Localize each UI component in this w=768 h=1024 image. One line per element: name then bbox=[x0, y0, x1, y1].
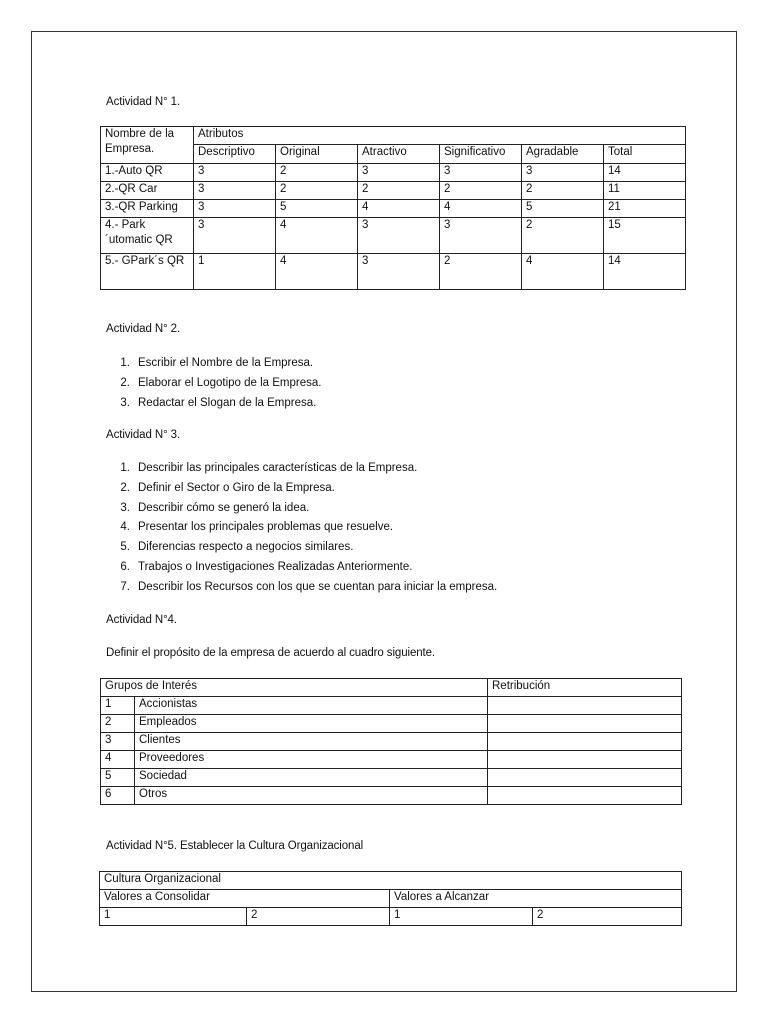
row-number: 4 bbox=[101, 751, 135, 769]
retribution-cell bbox=[488, 733, 682, 751]
group-cell: Proveedores bbox=[135, 751, 488, 769]
score-cell: 4 bbox=[276, 254, 358, 290]
attributes-column-labels bbox=[194, 145, 685, 163]
score-cell: 3 bbox=[194, 164, 276, 182]
company-name-header: Nombre de la Empresa. bbox=[101, 127, 194, 164]
act2-heading: Actividad N° 2. bbox=[106, 323, 181, 335]
list-text: Escribir el Nombre de la Empresa. bbox=[138, 357, 314, 369]
table-row bbox=[101, 164, 686, 182]
culture-table bbox=[99, 871, 682, 926]
score-cell: 2 bbox=[440, 254, 522, 290]
score-cell: 3 bbox=[358, 218, 440, 254]
value-cell: 1 bbox=[100, 908, 247, 926]
stakeholders-table bbox=[100, 678, 682, 805]
score-cell: 2 bbox=[440, 182, 522, 200]
score-cell: 3 bbox=[194, 218, 276, 254]
table-row bbox=[101, 787, 682, 805]
company-name-cell: 2.-QR Car bbox=[101, 182, 194, 200]
act1-heading: Actividad N° 1. bbox=[106, 96, 181, 108]
retribution-cell bbox=[488, 751, 682, 769]
score-cell: 3 bbox=[194, 182, 276, 200]
table-row bbox=[101, 254, 686, 290]
list-item bbox=[108, 376, 321, 396]
value-cell: 1 bbox=[390, 908, 533, 926]
list-item bbox=[108, 520, 497, 540]
list-number: 5. bbox=[120, 541, 130, 554]
score-cell: 2 bbox=[522, 182, 604, 200]
act4-intro: Definir el propósito de la empresa de acuerdo al cuadro siguiente. bbox=[106, 647, 436, 659]
list-text: Elaborar el Logotipo de la Empresa. bbox=[138, 376, 322, 389]
score-cell: 1 bbox=[194, 254, 276, 290]
score-cell: 2 bbox=[276, 164, 358, 182]
row-number: 5 bbox=[101, 769, 135, 787]
list-item bbox=[108, 501, 497, 521]
list-number: 3. bbox=[120, 396, 130, 409]
row-number: 6 bbox=[101, 787, 135, 805]
col-header: Atractivo bbox=[358, 145, 440, 163]
score-cell: 4 bbox=[440, 200, 522, 218]
score-cell: 3 bbox=[358, 164, 440, 182]
retribution-cell bbox=[488, 715, 682, 733]
list-number: 6. bbox=[120, 560, 130, 573]
list-number: 3. bbox=[120, 501, 130, 514]
value-cell: 2 bbox=[247, 908, 390, 926]
col-header: Descriptivo bbox=[194, 145, 276, 163]
table-row bbox=[101, 218, 686, 254]
col-header: Original bbox=[276, 145, 358, 163]
score-cell: 4 bbox=[276, 218, 358, 254]
act2-list bbox=[108, 356, 321, 415]
attributes-group-label: Atributos bbox=[194, 127, 685, 145]
list-item bbox=[108, 481, 497, 501]
group-cell: Clientes bbox=[135, 733, 488, 751]
total-cell: 14 bbox=[604, 254, 686, 290]
achieve-header: Valores a Alcanzar bbox=[390, 890, 682, 908]
value-cell: 2 bbox=[533, 908, 682, 926]
table-row bbox=[101, 733, 682, 751]
total-cell: 15 bbox=[604, 218, 686, 254]
list-item bbox=[108, 580, 497, 600]
group-cell: Empleados bbox=[135, 715, 488, 733]
score-cell: 4 bbox=[522, 254, 604, 290]
list-number: 1. bbox=[120, 357, 130, 369]
group-cell: Sociedad bbox=[135, 769, 488, 787]
list-text: Describir las principales características de la Empresa. bbox=[138, 462, 418, 474]
company-name-cell: 1.-Auto QR bbox=[101, 164, 194, 182]
table-row bbox=[101, 182, 686, 200]
act3-list bbox=[108, 461, 497, 600]
list-item bbox=[108, 540, 497, 560]
group-cell: Accionistas bbox=[135, 697, 488, 715]
score-cell: 5 bbox=[276, 200, 358, 218]
table-row bbox=[101, 200, 686, 218]
company-name-cell: 3.-QR Parking bbox=[101, 200, 194, 218]
table-row bbox=[101, 697, 682, 715]
list-text: Redactar el Slogan de la Empresa. bbox=[138, 396, 317, 409]
total-cell: 21 bbox=[604, 200, 686, 218]
score-cell: 3 bbox=[522, 164, 604, 182]
company-name-cell: 5.- GPark´s QR bbox=[101, 254, 194, 290]
table-row bbox=[101, 769, 682, 787]
list-text: Presentar los principales problemas que resuelve. bbox=[138, 521, 394, 534]
list-number: 2. bbox=[120, 376, 130, 389]
group-cell: Otros bbox=[135, 787, 488, 805]
act3-heading: Actividad N° 3. bbox=[106, 429, 181, 441]
retribution-cell bbox=[488, 769, 682, 787]
col-header: Total bbox=[608, 146, 633, 158]
attributes-header-cell bbox=[194, 127, 686, 164]
col-header: Agradable bbox=[522, 145, 604, 163]
col-header: Significativo bbox=[440, 145, 522, 163]
row-number: 3 bbox=[101, 733, 135, 751]
groups-header: Grupos de Interés bbox=[101, 679, 488, 697]
act4-heading: Actividad N°4. bbox=[106, 614, 177, 626]
row-number: 2 bbox=[101, 715, 135, 733]
score-cell: 2 bbox=[358, 182, 440, 200]
list-number: 1. bbox=[120, 462, 130, 474]
list-item bbox=[108, 396, 321, 416]
score-cell: 5 bbox=[522, 200, 604, 218]
score-cell: 3 bbox=[358, 254, 440, 290]
act5-heading: Actividad N°5. Establecer la Cultura Organizacional bbox=[106, 840, 364, 852]
list-item bbox=[108, 356, 321, 376]
score-cell: 3 bbox=[440, 218, 522, 254]
row-number: 1 bbox=[101, 697, 135, 715]
retribution-cell bbox=[488, 787, 682, 805]
score-cell: 3 bbox=[194, 200, 276, 218]
retribution-header: Retribución bbox=[488, 679, 682, 697]
list-text: Definir el Sector o Giro de la Empresa. bbox=[138, 481, 335, 494]
list-text: Describir los Recursos con los que se cuentan para iniciar la empresa. bbox=[138, 580, 498, 593]
culture-title: Cultura Organizacional bbox=[100, 872, 682, 890]
score-cell: 2 bbox=[522, 218, 604, 254]
list-number: 2. bbox=[120, 481, 130, 494]
list-item bbox=[108, 461, 497, 481]
table-row bbox=[101, 751, 682, 769]
retribution-cell bbox=[488, 697, 682, 715]
score-cell: 2 bbox=[276, 182, 358, 200]
list-item bbox=[108, 560, 497, 580]
list-text: Describir cómo se generó la idea. bbox=[138, 501, 310, 514]
score-cell: 4 bbox=[358, 200, 440, 218]
consolidate-header: Valores a Consolidar bbox=[100, 890, 390, 908]
company-name-cell: 4.- Park ´utomatic QR bbox=[101, 218, 194, 254]
list-number: 7. bbox=[120, 580, 130, 593]
score-cell: 3 bbox=[440, 164, 522, 182]
attributes-table bbox=[100, 126, 686, 290]
table-row bbox=[100, 908, 682, 926]
total-cell: 14 bbox=[604, 164, 686, 182]
list-text: Trabajos o Investigaciones Realizadas Anteriormente. bbox=[138, 560, 413, 573]
list-text: Diferencias respecto a negocios similares. bbox=[138, 541, 354, 554]
total-cell: 11 bbox=[604, 182, 686, 200]
list-number: 4. bbox=[120, 521, 130, 534]
table-row bbox=[101, 715, 682, 733]
